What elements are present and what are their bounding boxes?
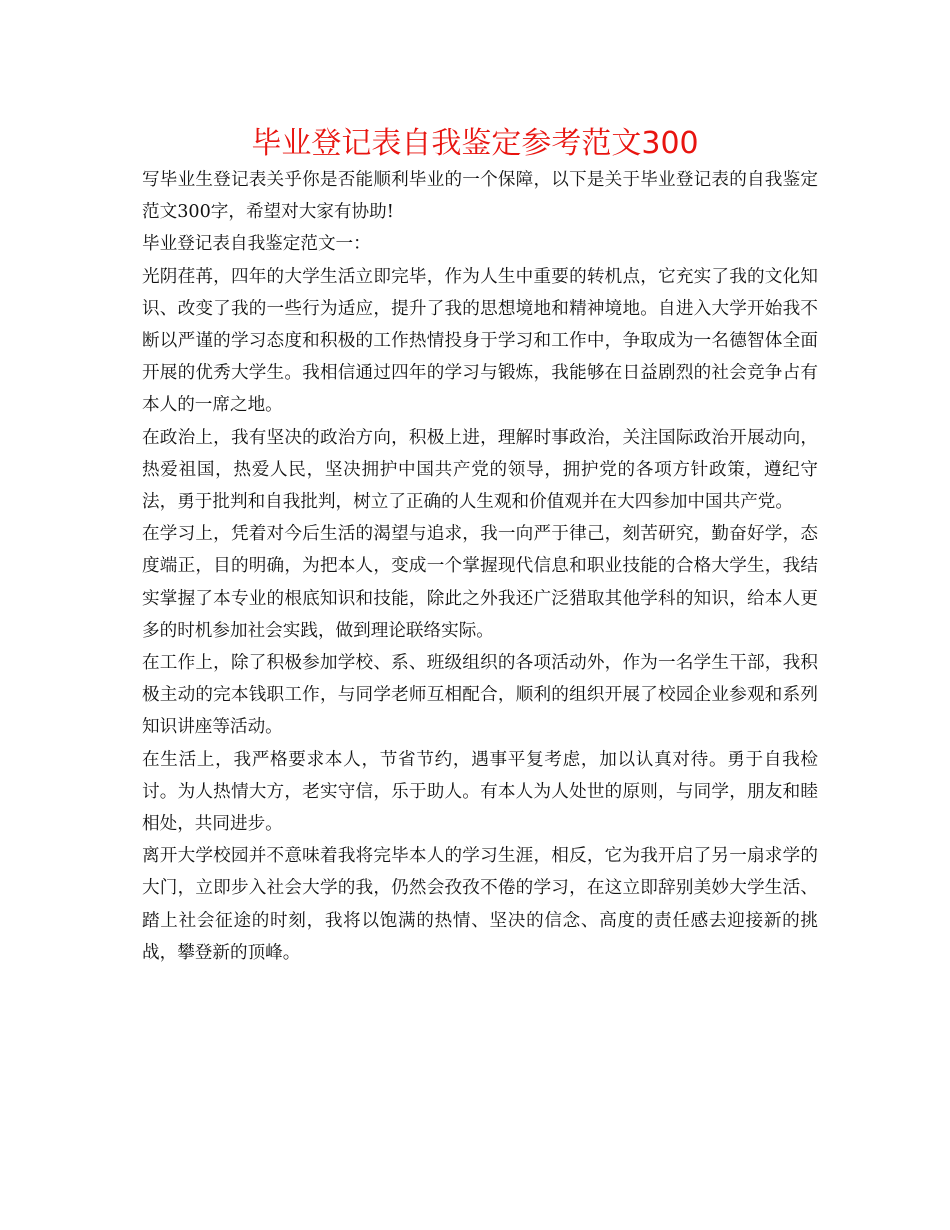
paragraph-conclusion: 离开大学校园并不意味着我将完毕本人的学习生涯，相反，它为我开启了另一扇求学的大门，立即步入社会大学的我，仍然会孜孜不倦的学习，在这立即辞别美妙大学生活、踏上社会征途的时刻，我将以饱满的热情、坚决的信念、高度的责任感去迎接新的挑战，攀登新的顶峰。 bbox=[142, 846, 818, 963]
paragraph-section-heading: 毕业登记表自我鉴定范文一： bbox=[142, 234, 371, 255]
paragraph-life: 在生活上，我严格要求本人，节省节约，遇事平复考虑，加以认真对待。勇于自我检讨。为人热情大方，老实守信，乐于助人。有本人为人处世的原则，与同学，朋友和睦相处，共同进步。 bbox=[142, 749, 818, 835]
paragraph-overview: 光阴荏苒，四年的大学生活立即完毕，作为人生中重要的转机点，它充实了我的文化知识、改变了我的一些行为适应，提升了我的思想境地和精神境地。自进入大学开始我不断以严谨的学习态度和积极的工作热情投身于学习和工作中，争取成为一名德智体全面开展的优秀大学生。我相信通过四年的学习与锻炼，我能够在日益剧烈的社会竞争占有本人的一席之地。 bbox=[142, 266, 818, 416]
paragraph-politics: 在政治上，我有坚决的政治方向，积极上进，理解时事政治，关注国际政治开展动向，热爱祖国，热爱人民，坚决拥护中国共产党的领导，拥护党的各项方针政策，遵纪守法，勇于批判和自我批判，树立了正确的人生观和价值观并在大四参加中国共产党。 bbox=[142, 427, 818, 513]
paragraph-intro: 写毕业生登记表关乎你是否能顺利毕业的一个保障，以下是关于毕业登记表的自我鉴定范文300字，希望对大家有协助! bbox=[142, 170, 818, 223]
document-title: 毕业登记表自我鉴定参考范文300 bbox=[251, 126, 699, 161]
paragraph-work: 在工作上，除了积极参加学校、系、班级组织的各项活动外，作为一名学生干部，我积极主动的完本钱职工作，与同学老师互相配合，顺利的组织开展了校园企业参观和系列知识讲座等活动。 bbox=[142, 653, 818, 738]
document-body bbox=[142, 164, 818, 969]
paragraph-study: 在学习上，凭着对今后生活的渴望与追求，我一向严于律己，刻苦研究，勤奋好学，态度端正，目的明确，为把本人，变成一个掌握现代信息和职业技能的合格大学生，我结实掌握了本专业的根底知识和技能，除此之外我还广泛猎取其他学科的知识，给本人更多的时机参加社会实践，做到理论联络实际。 bbox=[142, 524, 818, 641]
